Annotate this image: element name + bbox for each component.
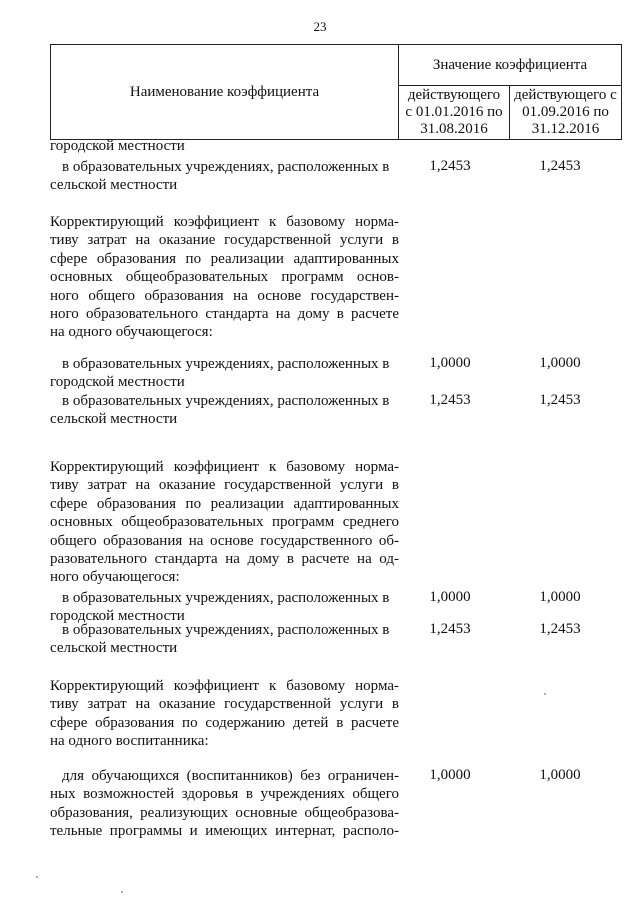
- scan-speck: [121, 891, 123, 893]
- header-period-1: [399, 86, 509, 139]
- text-line: основных общеобразовательных программ среднего: [50, 514, 399, 531]
- scan-speck: [544, 693, 546, 695]
- text-line: Корректирующий коэффициент к базовому норма-: [50, 678, 399, 694]
- table-header: [50, 44, 622, 140]
- text-line: сфере образования по реализации адаптированных: [50, 495, 399, 512]
- text-line: сфере образования по реализации адаптированных: [50, 250, 399, 267]
- text-line: основных общеобразовательных программ основ-: [50, 269, 399, 286]
- text-line: Корректирующий коэффициент к базовому норма-: [50, 459, 399, 475]
- text-block: [50, 677, 399, 751]
- text-line: на одного воспитанника:: [50, 733, 209, 750]
- scan-speck: [36, 876, 38, 878]
- value-period-1: 1,0000: [429, 767, 471, 783]
- text-line: городской местности: [50, 608, 185, 625]
- text-line: сельской местности: [50, 177, 178, 194]
- text-line: в образовательных учреждениях, расположенных в: [62, 356, 390, 372]
- text-line: на одного обучающегося:: [50, 324, 213, 341]
- text-block: [50, 213, 399, 342]
- text-line: городской местности: [50, 138, 185, 154]
- text-line: тельные программы и имеющих интернат, располо-: [50, 823, 399, 840]
- text-block: [50, 621, 399, 658]
- text-line: городской местности: [50, 374, 185, 391]
- text-line: тиву затрат на оказание государственной услуги в: [50, 232, 399, 249]
- text-line: общего образования на основе государственного об-: [50, 532, 399, 549]
- text-block: [50, 158, 399, 195]
- text-line: ного общего образования на основе государствен-: [50, 287, 399, 304]
- period-2-line-1: действующего с: [514, 87, 617, 103]
- period-1-line-3: 31.08.2016: [420, 121, 488, 137]
- value-period-2: 1,2453: [539, 621, 581, 637]
- text-line: для обучающихся (воспитанников) без ограничен-: [62, 768, 399, 784]
- text-block: [50, 355, 399, 392]
- text-line: тиву затрат на оказание государственной услуги в: [50, 477, 399, 494]
- text-line: тиву затрат на оказание государственной услуги в: [50, 696, 399, 713]
- text-line: сфере образования по содержанию детей в расчете: [50, 714, 399, 731]
- text-line: в образовательных учреждениях, расположенных в: [62, 622, 390, 638]
- text-line: Корректирующий коэффициент к базовому норма-: [50, 214, 399, 230]
- text-block: [50, 458, 399, 587]
- value-period-1: 1,2453: [429, 621, 471, 637]
- page-number: 23: [313, 19, 327, 34]
- text-line: в образовательных учреждениях, расположенных в: [62, 590, 390, 606]
- value-period-1: 1,2453: [429, 158, 471, 174]
- value-period-2: 1,0000: [539, 589, 581, 605]
- header-value-group: Значение коэффициента: [432, 56, 588, 73]
- value-period-2: 1,0000: [539, 767, 581, 783]
- period-1-line-1: действующего: [407, 87, 501, 103]
- value-period-1: 1,0000: [429, 589, 471, 605]
- period-2-line-3: 31.12.2016: [531, 121, 600, 137]
- value-period-2: 1,2453: [539, 392, 581, 408]
- text-block: [50, 137, 399, 155]
- text-line: ного образовательного стандарта на дому в расчете: [50, 305, 399, 322]
- text-line: ных возможностей здоровья в учреждениях общего: [50, 786, 399, 803]
- period-1-line-2: с 01.01.2016 по: [405, 104, 503, 120]
- text-line: образования, реализующих основные общеобразова-: [50, 804, 399, 821]
- text-line: разовательного стандарта на дому в расчете на од-: [50, 550, 399, 567]
- header-period-2: [510, 86, 621, 139]
- text-line: сельской местности: [50, 640, 178, 657]
- text-block: [50, 767, 399, 841]
- text-block: [50, 392, 399, 429]
- value-period-1: 1,2453: [429, 392, 471, 408]
- text-line: в образовательных учреждениях, расположенных в: [62, 393, 390, 409]
- period-2-line-2: 01.09.2016 по: [522, 104, 609, 120]
- text-line: в образовательных учреждениях, расположенных в: [62, 159, 390, 175]
- header-right-rule: [621, 44, 622, 140]
- value-period-2: 1,0000: [539, 355, 581, 371]
- header-name-column: Наименование коэффициента: [129, 83, 320, 100]
- value-period-2: 1,2453: [539, 158, 581, 174]
- text-line: сельской местности: [50, 411, 178, 428]
- text-line: ного обучающегося:: [50, 569, 180, 586]
- value-period-1: 1,0000: [429, 355, 471, 371]
